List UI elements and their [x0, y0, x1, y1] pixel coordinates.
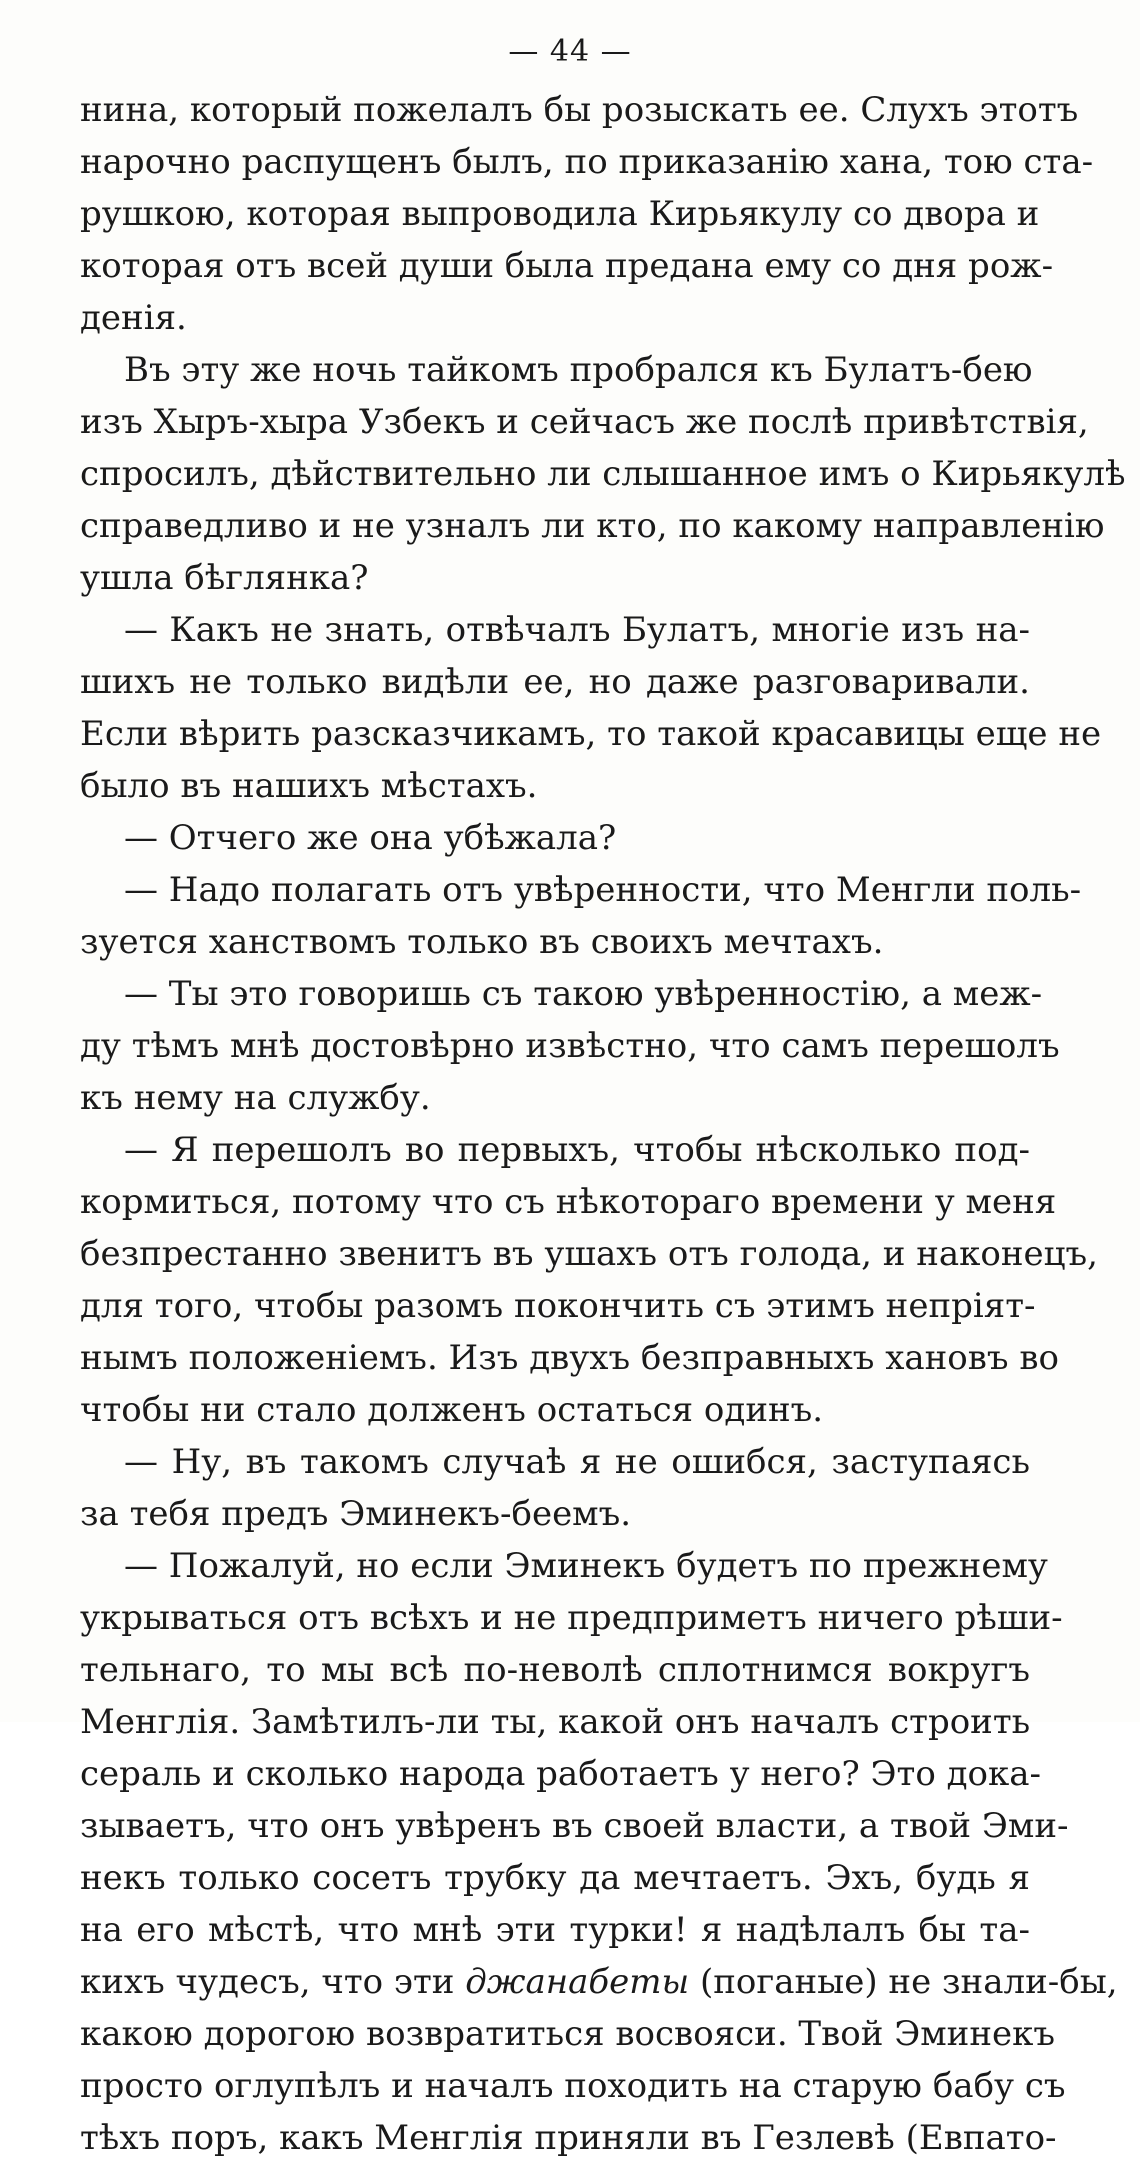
text-line: — Какъ не знать, отвѣчалъ Булатъ, многіе изъ на- — [124, 610, 1030, 650]
page-number: — 44 — — [508, 34, 632, 69]
text-line: некъ только сосетъ трубку да мечтаетъ. Эхъ, будь я — [80, 1858, 1030, 1898]
italic-word: джанабеты — [465, 1962, 690, 2002]
text-line: шихъ не только видѣли ее, но даже разговаривали. — [80, 662, 1030, 702]
text-line — [80, 1956, 1118, 2008]
text-line: было въ нашихъ мѣстахъ. — [80, 766, 538, 806]
text-line: — Отчего же она убѣжала? — [124, 818, 617, 858]
text-line: нымъ положеніемъ. Изъ двухъ безправныхъ хановъ во — [80, 1338, 1059, 1378]
text-line: рушкою, которая выпроводила Кирьякулу со двора и — [80, 194, 1040, 234]
text-line: нина, который пожелалъ бы розыскать ее. Слухъ этотъ — [80, 90, 1079, 130]
text-line: Менглія. Замѣтилъ-ли ты, какой онъ началъ строить — [80, 1702, 1031, 1742]
text-line: — Ну, въ такомъ случаѣ я не ошибся, заступаясь — [124, 1442, 1030, 1482]
text-line: за тебя предъ Эминекъ-беемъ. — [80, 1494, 632, 1534]
text-line: — Надо полагать отъ увѣренности, что Менгли поль- — [124, 870, 1082, 910]
text-line: справедливо и не узналъ ли кто, по какому направленію — [80, 506, 1105, 546]
text-line: ушла бѣглянка? — [80, 558, 369, 598]
text-line: — Ты это говоришь съ такою увѣренностію, а меж- — [124, 974, 1043, 1014]
text-line: Въ эту же ночь тайкомъ пробрался къ Булатъ-бею — [124, 350, 1033, 390]
text-line: укрываться отъ всѣхъ и не предприметъ ничего рѣши- — [80, 1598, 1063, 1638]
text-line: зуется ханствомъ только въ своихъ мечтахъ. — [80, 922, 884, 962]
text-line: къ нему на службу. — [80, 1078, 431, 1118]
text-line: просто оглупѣлъ и началъ походить на старую бабу съ — [80, 2066, 1066, 2106]
text-line: сераль и сколько народа работаетъ у него? Это дока- — [80, 1754, 1042, 1794]
text-line: которая отъ всей души была предана ему со дня рож- — [80, 246, 1054, 286]
text-line: кормиться, потому что съ нѣкотораго времени у меня — [80, 1182, 1057, 1222]
text-line: безпрестанно звенитъ въ ушахъ отъ голода, и наконецъ, — [80, 1234, 1098, 1274]
text-line: нарочно распущенъ былъ, по приказанію хана, тою ста- — [80, 142, 1094, 182]
text-line: чтобы ни стало долженъ остаться одинъ. — [80, 1390, 824, 1430]
text-line: Если вѣрить разсказчикамъ, то такой красавицы еще не — [80, 714, 1102, 754]
text-line: какою дорогою возвратиться восвояси. Твой Эминекъ — [80, 2014, 1055, 2054]
page-text — [80, 84, 1126, 2164]
text-span: (поганые) не знали-бы, — [689, 1962, 1118, 2002]
text-line: для того, чтобы разомъ покончить съ этимъ непріят- — [80, 1286, 1036, 1326]
text-line: тельнаго, то мы всѣ по-неволѣ сплотнимся вокругъ — [80, 1650, 1030, 1690]
text-line: спросилъ, дѣйствительно ли слышанное имъ о Кирьякулѣ — [80, 454, 1126, 494]
text-line: — Пожалуй, но если Эминекъ будетъ по прежнему — [124, 1546, 1048, 1586]
text-line: денія. — [80, 298, 187, 338]
text-line: ду тѣмъ мнѣ достовѣрно извѣстно, что самъ перешолъ — [80, 1026, 1060, 1066]
text-line: на его мѣстѣ, что мнѣ эти турки! я надѣлалъ бы та- — [80, 1910, 1030, 1950]
text-line: тѣхъ поръ, какъ Менглія приняли въ Гезлевѣ (Евпато- — [80, 2118, 1057, 2158]
text-line: зываетъ, что онъ увѣренъ въ своей власти, а твой Эми- — [80, 1806, 1069, 1846]
text-span: кихъ чудесъ, что эти — [80, 1962, 466, 2002]
text-line: — Я перешолъ во первыхъ, чтобы нѣсколько под- — [124, 1130, 1030, 1170]
text-line: изъ Хыръ-хыра Узбекъ и сейчасъ же послѣ привѣтствія, — [80, 402, 1089, 442]
